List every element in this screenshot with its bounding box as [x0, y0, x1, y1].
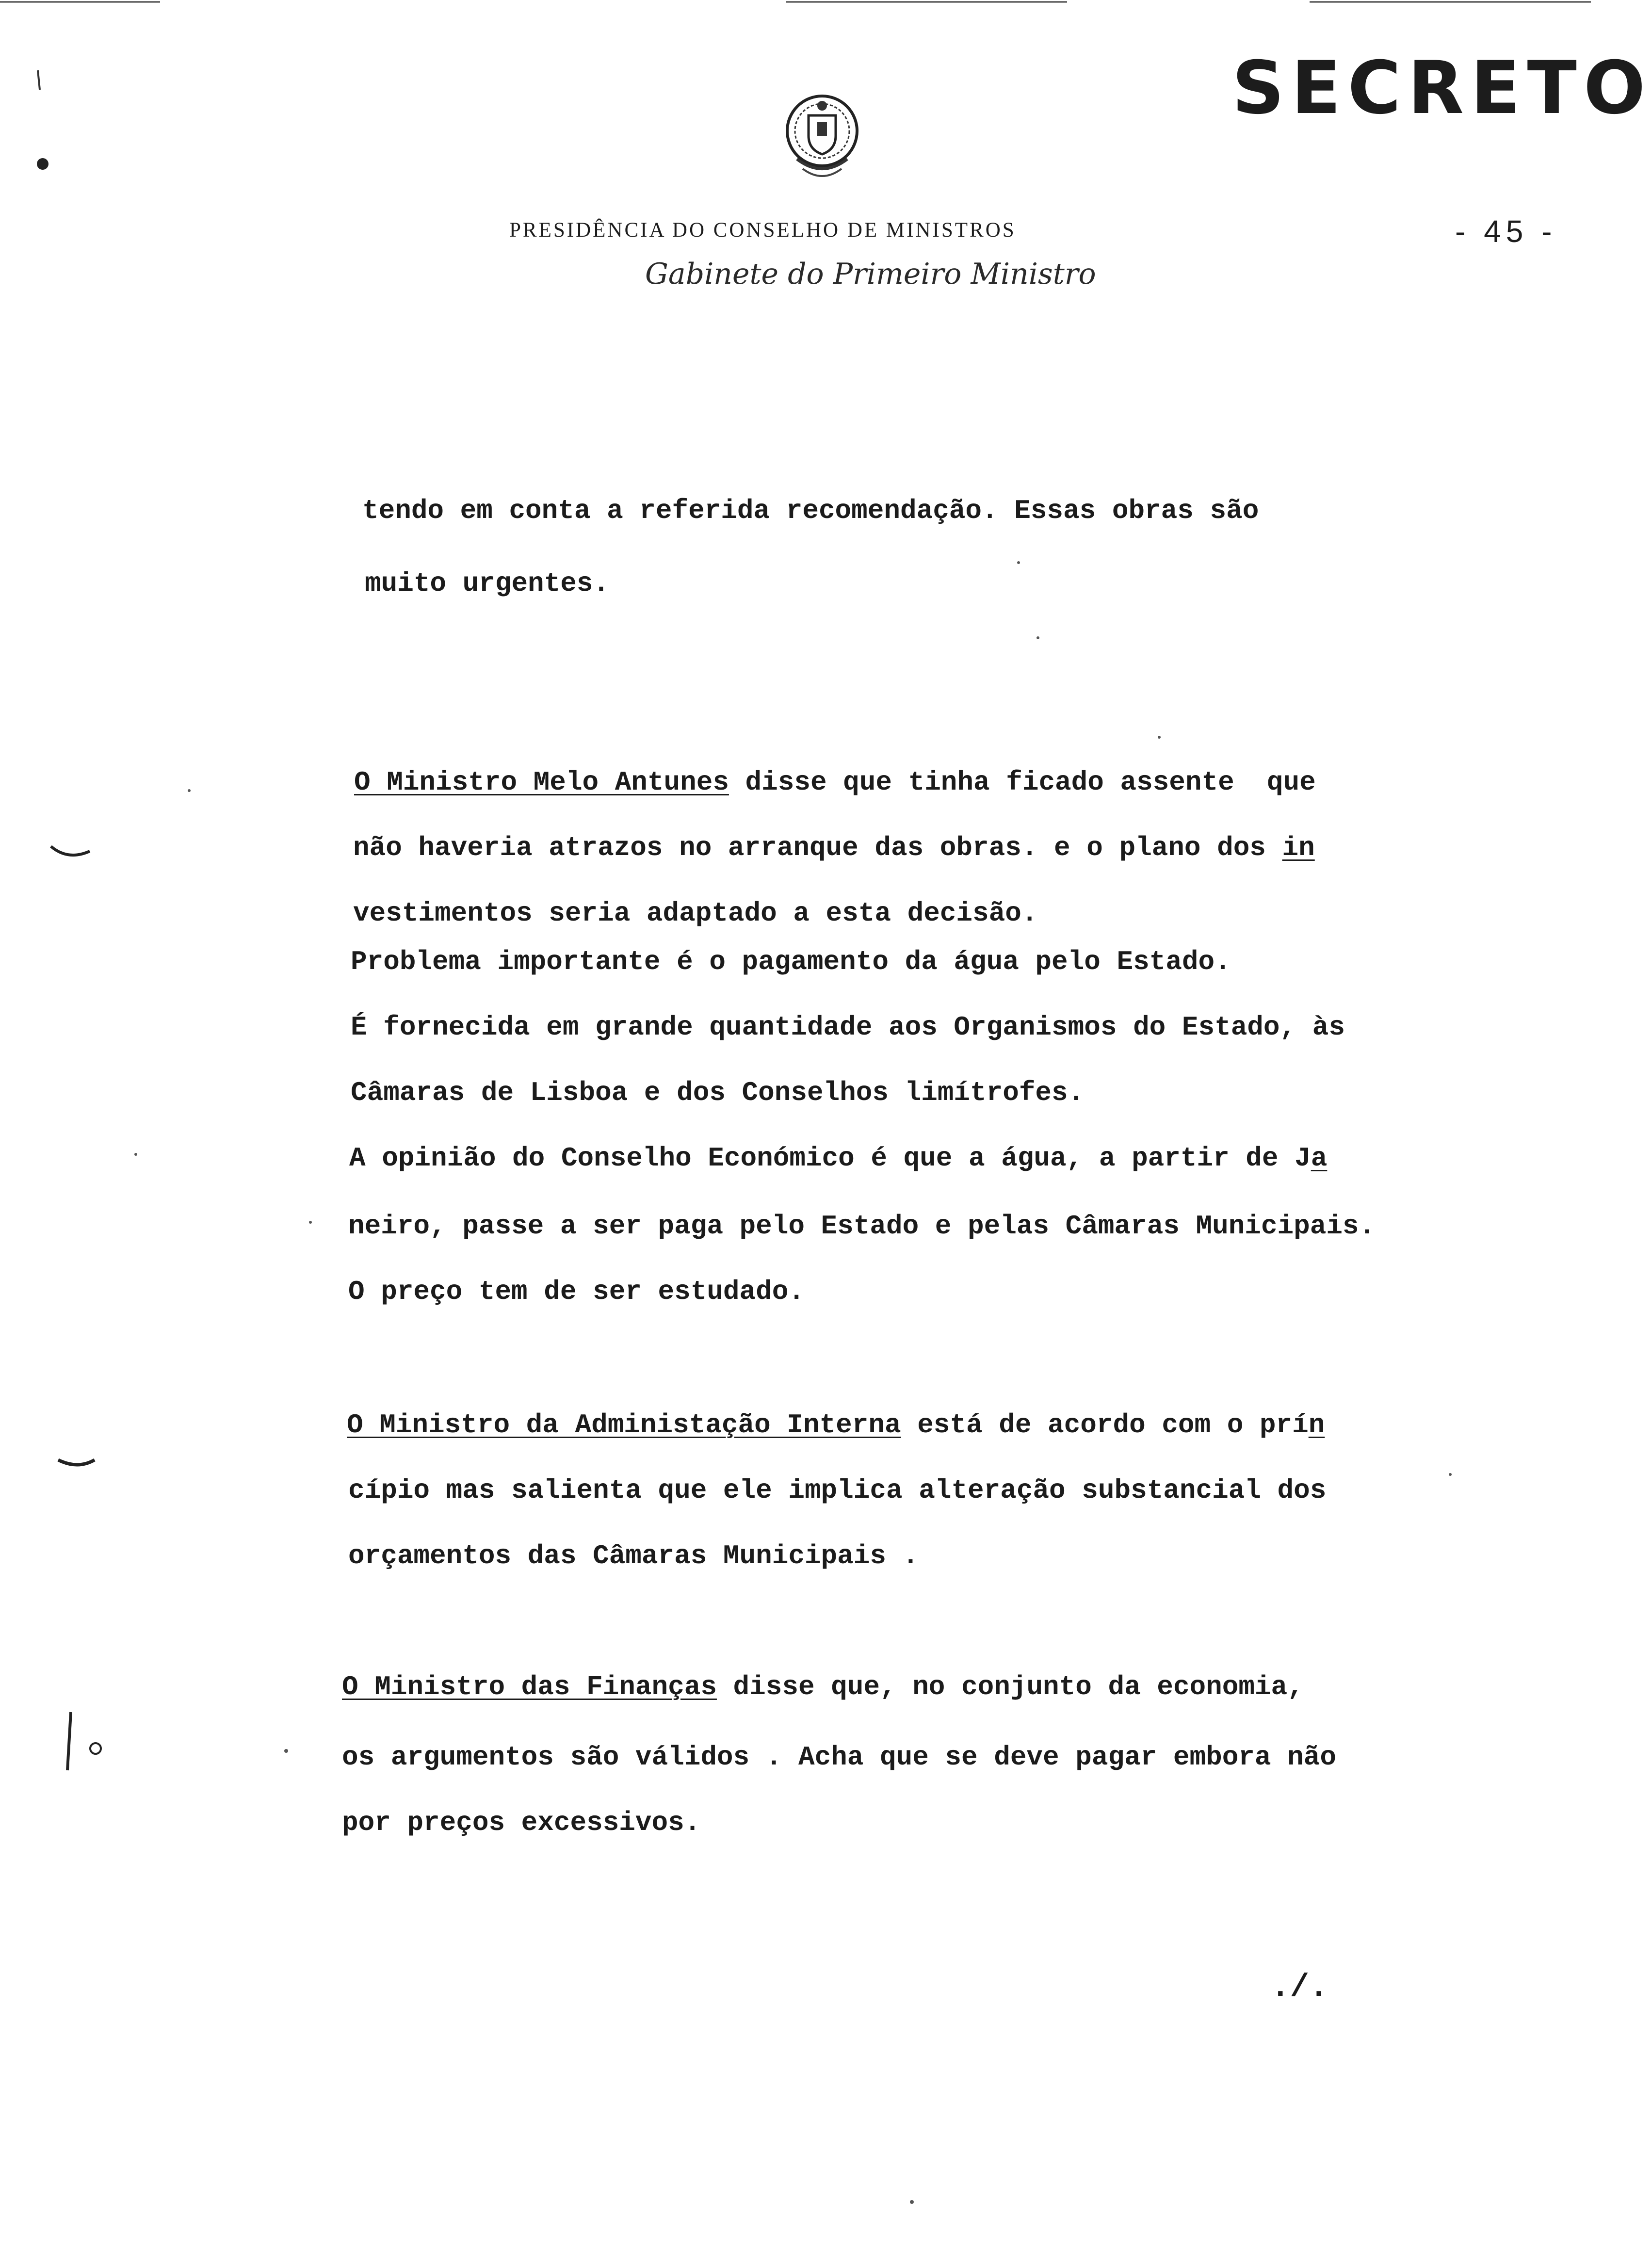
- text-line: muito urgentes.: [365, 568, 610, 599]
- text-line: neiro, passe a ser paga pelo Estado e pelas Câmaras Municipais.: [348, 1211, 1376, 1242]
- speaker-name: O Ministro das Finanças: [342, 1671, 717, 1702]
- text-line: Câmaras de Lisboa e dos Conselhos limítrofes.: [351, 1077, 1085, 1108]
- classification-stamp: SECRETO: [1232, 46, 1652, 130]
- office-title: PRESIDÊNCIA DO CONSELHO DE MINISTROS: [509, 219, 1016, 242]
- text-line: vestimentos seria adaptado a esta decisão.: [353, 898, 1038, 929]
- text-line: O Ministro da Administação Interna está de acordo com o prín: [347, 1409, 1325, 1441]
- text-line: O preço tem de ser estudado.: [348, 1276, 805, 1307]
- text-line: tendo em conta a referida recomendação. Essas obras são: [362, 495, 1259, 526]
- text-line: O Ministro das Finanças disse que, no conjunto da economia,: [342, 1671, 1304, 1702]
- text-line: cípio mas salienta que ele implica alteração substancial dos: [348, 1475, 1327, 1506]
- page-number: - 45 -: [1455, 214, 1557, 249]
- text-line: por preços excessivos.: [342, 1807, 701, 1838]
- office-subtitle-handwritten: Gabinete do Primeiro Ministro: [645, 257, 1096, 291]
- speaker-name: O Ministro da Administação Interna: [347, 1409, 901, 1441]
- text-line: os argumentos são válidos . Acha que se deve pagar embora não: [342, 1742, 1336, 1773]
- text-line: orçamentos das Câmaras Municipais .: [348, 1540, 919, 1571]
- text-line: O Ministro Melo Antunes disse que tinha ficado assente que: [354, 767, 1316, 798]
- continuation-mark: ./.: [1271, 1969, 1328, 2006]
- speaker-name: O Ministro Melo Antunes: [354, 767, 729, 798]
- text-line: não haveria atrazos no arranque das obras. e o plano dos in: [353, 832, 1315, 863]
- text-line: A opinião do Conselho Económico é que a água, a partir de Ja: [349, 1143, 1328, 1174]
- text-line: É fornecida em grande quantidade aos Organismos do Estado, às: [351, 1012, 1345, 1043]
- text-line: Problema importante é o pagamento da água pelo Estado.: [351, 946, 1231, 977]
